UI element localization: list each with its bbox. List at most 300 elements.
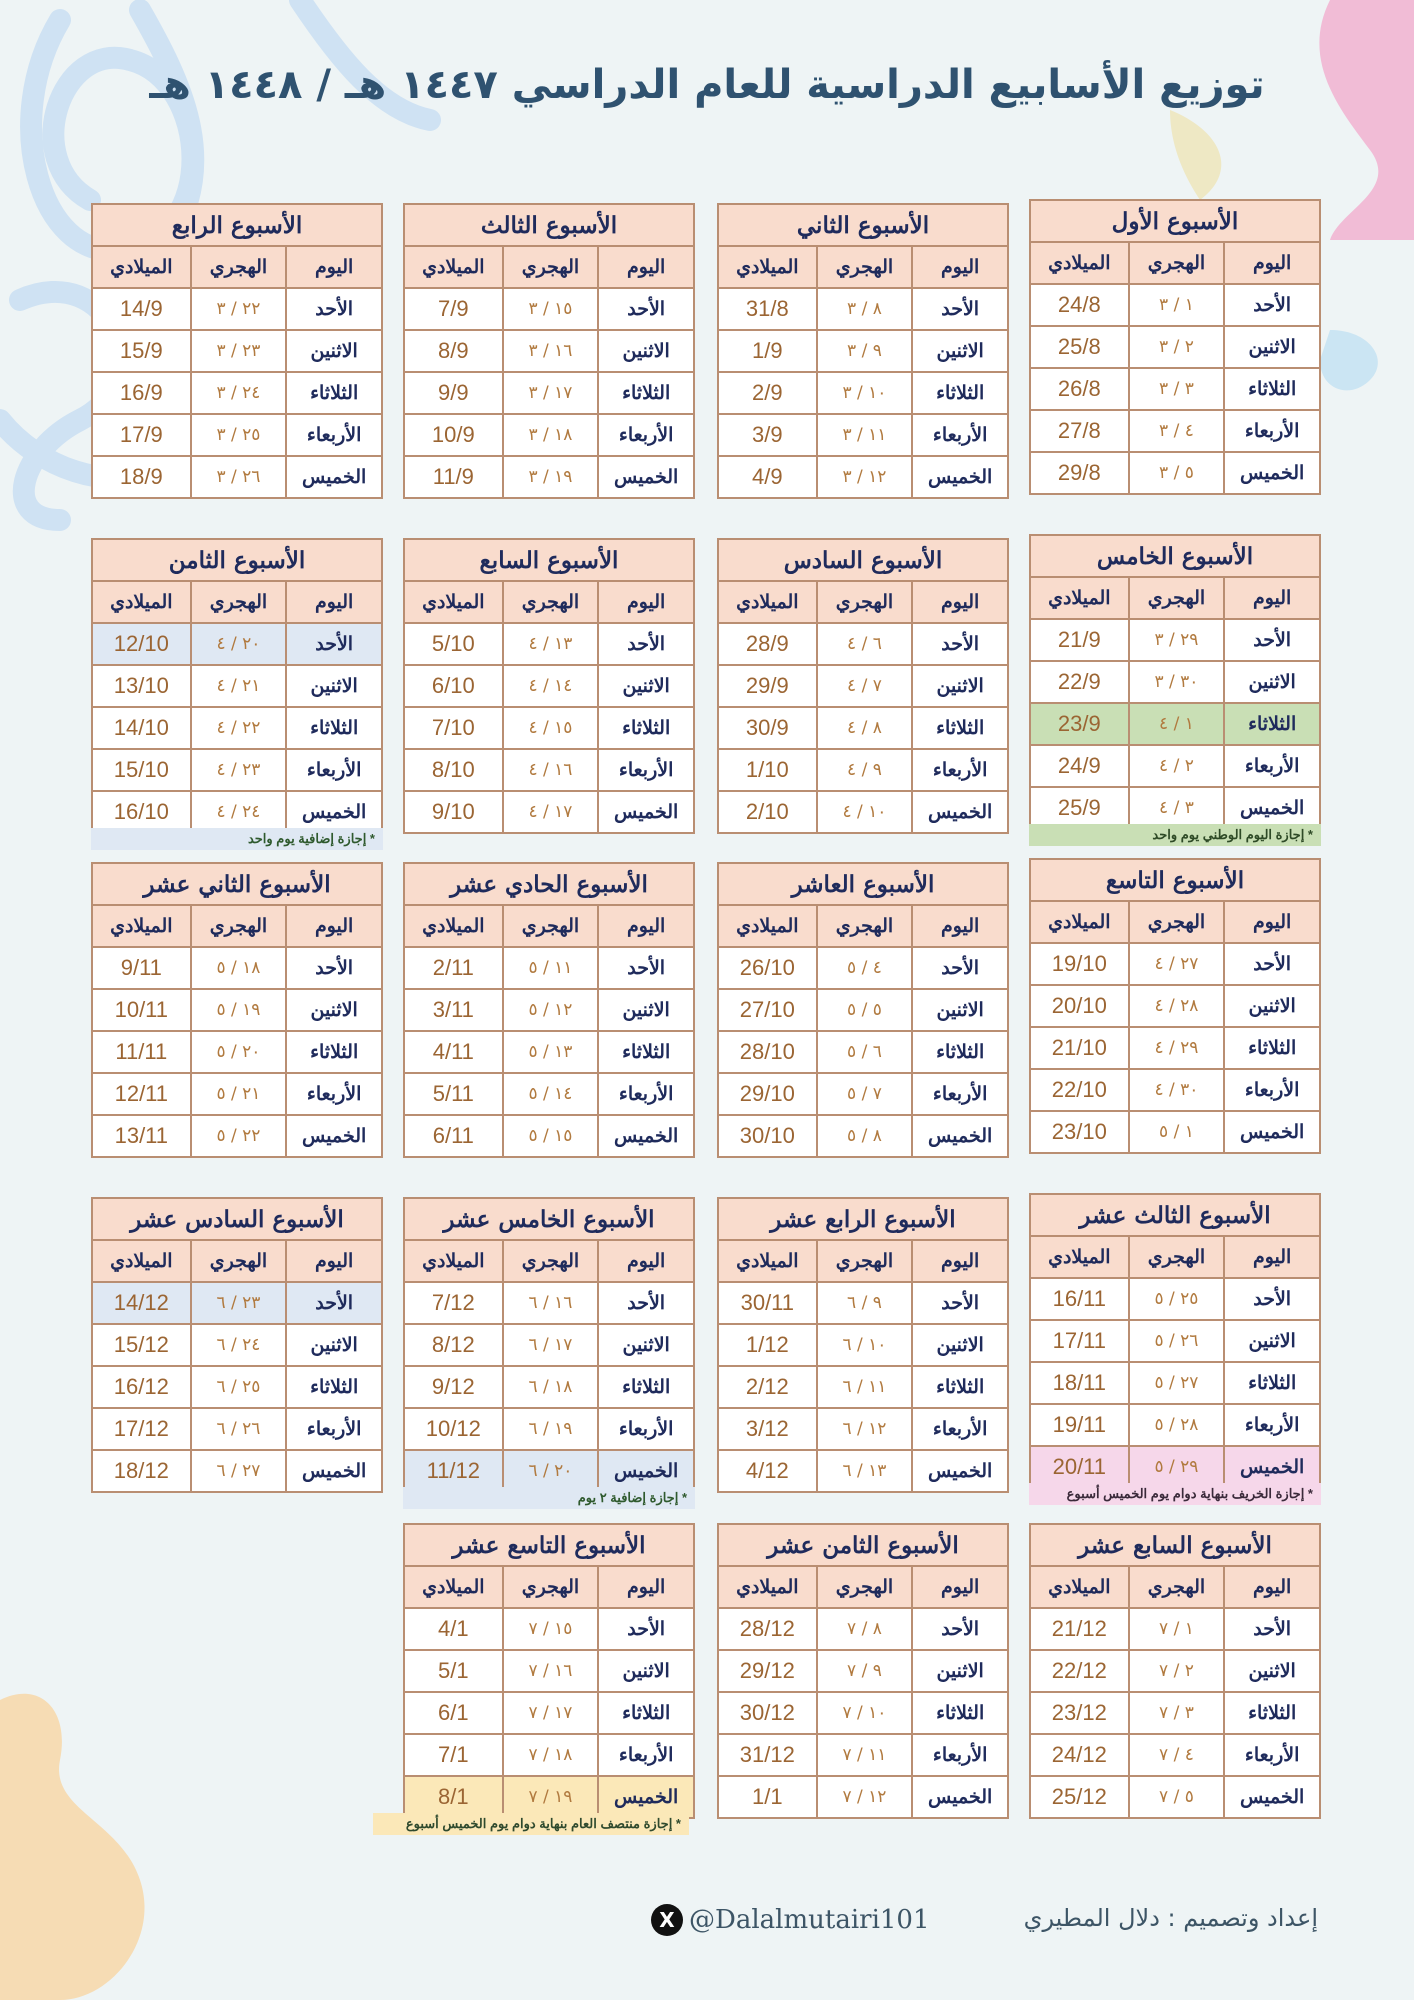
- hijri-date: ١٧ / ٧: [503, 1692, 599, 1734]
- day-row: [718, 456, 1008, 498]
- day-row: [404, 1073, 694, 1115]
- day-row: [404, 1650, 694, 1692]
- gregorian-date: 1/10: [718, 749, 817, 791]
- gregorian-date: 23/10: [1030, 1111, 1129, 1153]
- week-schedule: [91, 203, 383, 499]
- hijri-date: ١٨ / ٣: [503, 414, 599, 456]
- column-header-gregorian: الميلادي: [92, 246, 191, 288]
- gregorian-date: 13/11: [92, 1115, 191, 1157]
- day-name: الأحد: [1224, 284, 1320, 326]
- hijri-date: ٥ / ٥: [817, 989, 913, 1031]
- day-name: الاثنين: [912, 1324, 1008, 1366]
- gregorian-date: 26/10: [718, 947, 817, 989]
- column-header-day: اليوم: [598, 246, 694, 288]
- gregorian-date: 14/9: [92, 288, 191, 330]
- day-name: الاثنين: [598, 330, 694, 372]
- day-row: [718, 1282, 1008, 1324]
- day-name: الخميس: [1224, 1446, 1320, 1488]
- day-row: [718, 989, 1008, 1031]
- day-row: [404, 1734, 694, 1776]
- day-name: الخميس: [598, 1450, 694, 1492]
- hijri-date: ١٢ / ٦: [817, 1408, 913, 1450]
- day-name: الثلاثاء: [1224, 1692, 1320, 1734]
- day-name: الأحد: [912, 947, 1008, 989]
- hijri-date: ١٧ / ٦: [503, 1324, 599, 1366]
- hijri-date: ٨ / ٥: [817, 1115, 913, 1157]
- gregorian-date: 16/11: [1030, 1278, 1129, 1320]
- hijri-date: ١٠ / ٧: [817, 1692, 913, 1734]
- day-name: الخميس: [912, 1776, 1008, 1818]
- day-row: [718, 1650, 1008, 1692]
- week-title: الأسبوع الثامن عشر: [718, 1524, 1008, 1566]
- day-row: [92, 707, 382, 749]
- week-table: [1029, 1523, 1321, 1819]
- gregorian-date: 3/12: [718, 1408, 817, 1450]
- holiday-note: * إجازة الخريف بنهاية دوام يوم الخميس أسبوع: [1029, 1483, 1321, 1505]
- day-name: الأربعاء: [598, 414, 694, 456]
- day-name: الأربعاء: [1224, 1734, 1320, 1776]
- week-table: [717, 862, 1009, 1158]
- hijri-date: ٢٤ / ٦: [191, 1324, 287, 1366]
- day-name: الاثنين: [598, 1650, 694, 1692]
- gregorian-date: 20/11: [1030, 1446, 1129, 1488]
- day-row: [718, 1031, 1008, 1073]
- day-row: [1030, 410, 1320, 452]
- gregorian-date: 10/12: [404, 1408, 503, 1450]
- column-header-gregorian: الميلادي: [404, 1240, 503, 1282]
- day-name: الأحد: [286, 288, 382, 330]
- week-table: [403, 1197, 695, 1493]
- gregorian-date: 30/10: [718, 1115, 817, 1157]
- gregorian-date: 15/9: [92, 330, 191, 372]
- day-row: [92, 372, 382, 414]
- gregorian-date: 12/10: [92, 623, 191, 665]
- day-name: الثلاثاء: [912, 1692, 1008, 1734]
- column-header-day: اليوم: [1224, 242, 1320, 284]
- column-header-gregorian: الميلادي: [1030, 577, 1129, 619]
- day-row: [1030, 1404, 1320, 1446]
- gregorian-date: 8/9: [404, 330, 503, 372]
- gregorian-date: 2/10: [718, 791, 817, 833]
- day-name: الخميس: [912, 1115, 1008, 1157]
- week-table: [91, 538, 383, 834]
- gregorian-date: 14/12: [92, 1282, 191, 1324]
- day-row: [1030, 1650, 1320, 1692]
- column-header-day: اليوم: [1224, 577, 1320, 619]
- column-header-day: اليوم: [286, 246, 382, 288]
- day-row: [92, 1366, 382, 1408]
- column-header-day: اليوم: [912, 1240, 1008, 1282]
- day-name: الأربعاء: [598, 1073, 694, 1115]
- day-row: [404, 1450, 694, 1492]
- day-row: [718, 947, 1008, 989]
- day-name: الأحد: [1224, 1608, 1320, 1650]
- column-header-hijri: الهجري: [817, 1240, 913, 1282]
- hijri-date: ١٦ / ٦: [503, 1282, 599, 1324]
- column-header-hijri: الهجري: [1129, 901, 1225, 943]
- day-name: الخميس: [286, 1115, 382, 1157]
- hijri-date: ٨ / ٣: [817, 288, 913, 330]
- column-header-hijri: الهجري: [817, 581, 913, 623]
- gregorian-date: 9/9: [404, 372, 503, 414]
- day-row: [404, 749, 694, 791]
- day-row: [1030, 1776, 1320, 1818]
- gregorian-date: 28/10: [718, 1031, 817, 1073]
- day-row: [1030, 1734, 1320, 1776]
- week-schedule: [91, 1197, 383, 1493]
- column-header-day: اليوم: [598, 1566, 694, 1608]
- day-row: [92, 1031, 382, 1073]
- hijri-date: ١٥ / ٣: [503, 288, 599, 330]
- column-header-hijri: الهجري: [191, 905, 287, 947]
- day-name: الأربعاء: [1224, 410, 1320, 452]
- day-name: الثلاثاء: [1224, 368, 1320, 410]
- gregorian-date: 9/11: [92, 947, 191, 989]
- hijri-date: ٢٢ / ٥: [191, 1115, 287, 1157]
- gregorian-date: 5/1: [404, 1650, 503, 1692]
- column-header-hijri: الهجري: [503, 581, 599, 623]
- gregorian-date: 8/12: [404, 1324, 503, 1366]
- day-name: الأحد: [286, 1282, 382, 1324]
- column-header-gregorian: الميلادي: [404, 246, 503, 288]
- gregorian-date: 16/12: [92, 1366, 191, 1408]
- week-title: الأسبوع الحادي عشر: [404, 863, 694, 905]
- column-header-gregorian: الميلادي: [92, 905, 191, 947]
- gregorian-date: 6/10: [404, 665, 503, 707]
- day-name: الاثنين: [1224, 985, 1320, 1027]
- day-row: [404, 665, 694, 707]
- week-schedule: [91, 538, 383, 834]
- day-row: [404, 623, 694, 665]
- gregorian-date: 10/9: [404, 414, 503, 456]
- day-row: [404, 1282, 694, 1324]
- week-table: [1029, 199, 1321, 495]
- day-name: الاثنين: [598, 989, 694, 1031]
- day-name: الاثنين: [1224, 661, 1320, 703]
- week-schedule: [91, 862, 383, 1158]
- gregorian-date: 23/9: [1030, 703, 1129, 745]
- day-name: الثلاثاء: [286, 707, 382, 749]
- hijri-date: ٣ / ٤: [1129, 787, 1225, 829]
- column-header-gregorian: الميلادي: [1030, 901, 1129, 943]
- week-title: الأسبوع الرابع: [92, 204, 382, 246]
- column-header-hijri: الهجري: [817, 905, 913, 947]
- gregorian-date: 15/12: [92, 1324, 191, 1366]
- day-name: الخميس: [912, 791, 1008, 833]
- gregorian-date: 30/11: [718, 1282, 817, 1324]
- day-name: الخميس: [1224, 787, 1320, 829]
- week-table: [91, 203, 383, 499]
- hijri-date: ٢٩ / ٥: [1129, 1446, 1225, 1488]
- social-handle[interactable]: [651, 1904, 930, 1936]
- gregorian-date: 19/10: [1030, 943, 1129, 985]
- hijri-date: ١٨ / ٦: [503, 1366, 599, 1408]
- gregorian-date: 1/1: [718, 1776, 817, 1818]
- day-row: [1030, 1069, 1320, 1111]
- hijri-date: ١٠ / ٤: [817, 791, 913, 833]
- hijri-date: ١١ / ٣: [817, 414, 913, 456]
- hijri-date: ١٠ / ٣: [817, 372, 913, 414]
- week-table: [403, 862, 695, 1158]
- column-header-gregorian: الميلادي: [404, 1566, 503, 1608]
- column-header-gregorian: الميلادي: [1030, 242, 1129, 284]
- day-name: الاثنين: [286, 989, 382, 1031]
- day-name: الأحد: [912, 623, 1008, 665]
- day-name: الثلاثاء: [598, 1031, 694, 1073]
- day-row: [404, 791, 694, 833]
- gregorian-date: 18/11: [1030, 1362, 1129, 1404]
- column-header-hijri: الهجري: [191, 581, 287, 623]
- gregorian-date: 23/12: [1030, 1692, 1129, 1734]
- hijri-date: ٢٥ / ٥: [1129, 1278, 1225, 1320]
- day-row: [404, 1608, 694, 1650]
- day-name: الأربعاء: [286, 749, 382, 791]
- gregorian-date: 7/12: [404, 1282, 503, 1324]
- day-name: الأحد: [912, 288, 1008, 330]
- hijri-date: ٢ / ٤: [1129, 745, 1225, 787]
- hijri-date: ٢٠ / ٥: [191, 1031, 287, 1073]
- hijri-date: ٢٤ / ٤: [191, 791, 287, 833]
- hijri-date: ٧ / ٥: [817, 1073, 913, 1115]
- day-name: الأربعاء: [912, 1408, 1008, 1450]
- day-row: [718, 1734, 1008, 1776]
- hijri-date: ١٣ / ٦: [817, 1450, 913, 1492]
- day-name: الأحد: [598, 947, 694, 989]
- day-row: [718, 1450, 1008, 1492]
- day-row: [92, 1282, 382, 1324]
- gregorian-date: 29/8: [1030, 452, 1129, 494]
- day-name: الأحد: [1224, 1278, 1320, 1320]
- column-header-day: اليوم: [912, 1566, 1008, 1608]
- week-table: [91, 1197, 383, 1493]
- day-name: الثلاثاء: [912, 1031, 1008, 1073]
- column-header-hijri: الهجري: [817, 246, 913, 288]
- day-row: [92, 791, 382, 833]
- week-title: الأسبوع السادس: [718, 539, 1008, 581]
- day-row: [718, 1366, 1008, 1408]
- hijri-date: ٣ / ٧: [1129, 1692, 1225, 1734]
- day-row: [404, 1324, 694, 1366]
- day-row: [92, 330, 382, 372]
- week-schedule: [1029, 534, 1321, 830]
- hijri-date: ٤ / ٥: [817, 947, 913, 989]
- gregorian-date: 4/12: [718, 1450, 817, 1492]
- day-row: [1030, 1608, 1320, 1650]
- gregorian-date: 27/10: [718, 989, 817, 1031]
- day-row: [92, 623, 382, 665]
- holiday-note: * إجازة إضافية يوم واحد: [91, 828, 383, 850]
- day-row: [718, 623, 1008, 665]
- week-schedule: [717, 862, 1009, 1158]
- day-name: الأربعاء: [1224, 745, 1320, 787]
- day-row: [404, 1031, 694, 1073]
- hijri-date: ١٣ / ٤: [503, 623, 599, 665]
- week-title: الأسبوع الخامس: [1030, 535, 1320, 577]
- day-name: الأحد: [598, 288, 694, 330]
- column-header-hijri: الهجري: [1129, 1236, 1225, 1278]
- hijri-date: ٩ / ٧: [817, 1650, 913, 1692]
- column-header-gregorian: الميلادي: [718, 905, 817, 947]
- week-schedule: [717, 538, 1009, 834]
- hijri-date: ٩ / ٤: [817, 749, 913, 791]
- day-row: [404, 372, 694, 414]
- week-title: الأسبوع الثاني: [718, 204, 1008, 246]
- day-row: [718, 288, 1008, 330]
- gregorian-date: 16/9: [92, 372, 191, 414]
- day-row: [718, 330, 1008, 372]
- hijri-date: ٥ / ٧: [1129, 1776, 1225, 1818]
- gregorian-date: 7/10: [404, 707, 503, 749]
- hijri-date: ٣٠ / ٤: [1129, 1069, 1225, 1111]
- column-header-day: اليوم: [286, 581, 382, 623]
- gregorian-date: 14/10: [92, 707, 191, 749]
- day-name: الاثنين: [912, 989, 1008, 1031]
- hijri-date: ٣ / ٣: [1129, 368, 1225, 410]
- gregorian-date: 19/11: [1030, 1404, 1129, 1446]
- hijri-date: ٢٦ / ٣: [191, 456, 287, 498]
- hijri-date: ١٦ / ٤: [503, 749, 599, 791]
- gregorian-date: 4/9: [718, 456, 817, 498]
- hijri-date: ٢٨ / ٥: [1129, 1404, 1225, 1446]
- gregorian-date: 24/9: [1030, 745, 1129, 787]
- day-name: الاثنين: [912, 1650, 1008, 1692]
- gregorian-date: 7/9: [404, 288, 503, 330]
- gregorian-date: 3/9: [718, 414, 817, 456]
- gregorian-date: 2/12: [718, 1366, 817, 1408]
- column-header-gregorian: الميلادي: [718, 581, 817, 623]
- column-header-day: اليوم: [912, 581, 1008, 623]
- gregorian-date: 25/8: [1030, 326, 1129, 368]
- hijri-date: ١٥ / ٤: [503, 707, 599, 749]
- hijri-date: ١٨ / ٥: [191, 947, 287, 989]
- holiday-note: * إجازة إضافية ٢ يوم: [403, 1487, 695, 1509]
- day-row: [92, 665, 382, 707]
- day-name: الثلاثاء: [1224, 1027, 1320, 1069]
- hijri-date: ٨ / ٧: [817, 1608, 913, 1650]
- gregorian-date: 18/9: [92, 456, 191, 498]
- hijri-date: ٢٣ / ٦: [191, 1282, 287, 1324]
- hijri-date: ١ / ٤: [1129, 703, 1225, 745]
- hijri-date: ٩ / ٦: [817, 1282, 913, 1324]
- hijri-date: ١٨ / ٧: [503, 1734, 599, 1776]
- hijri-date: ٢١ / ٥: [191, 1073, 287, 1115]
- day-row: [404, 989, 694, 1031]
- column-header-gregorian: الميلادي: [92, 581, 191, 623]
- day-row: [92, 1073, 382, 1115]
- week-schedule: [403, 538, 695, 834]
- week-table: [717, 203, 1009, 499]
- day-row: [1030, 1278, 1320, 1320]
- gregorian-date: 4/11: [404, 1031, 503, 1073]
- gregorian-date: 10/11: [92, 989, 191, 1031]
- day-row: [718, 1073, 1008, 1115]
- day-row: [1030, 703, 1320, 745]
- gregorian-date: 7/1: [404, 1734, 503, 1776]
- day-name: الأحد: [598, 1282, 694, 1324]
- day-name: الثلاثاء: [598, 1692, 694, 1734]
- week-title: الأسبوع التاسع: [1030, 859, 1320, 901]
- hijri-date: ١٤ / ٥: [503, 1073, 599, 1115]
- day-row: [1030, 1692, 1320, 1734]
- day-name: الاثنين: [286, 1324, 382, 1366]
- day-row: [718, 1324, 1008, 1366]
- day-name: الثلاثاء: [286, 1366, 382, 1408]
- column-header-day: اليوم: [286, 1240, 382, 1282]
- day-row: [404, 414, 694, 456]
- day-row: [404, 1692, 694, 1734]
- column-header-hijri: الهجري: [503, 1240, 599, 1282]
- week-title: الأسبوع العاشر: [718, 863, 1008, 905]
- day-name: الخميس: [286, 456, 382, 498]
- gregorian-date: 6/1: [404, 1692, 503, 1734]
- gregorian-date: 26/8: [1030, 368, 1129, 410]
- day-row: [92, 989, 382, 1031]
- gregorian-date: 21/10: [1030, 1027, 1129, 1069]
- hijri-date: ٢١ / ٤: [191, 665, 287, 707]
- holiday-note: * إجازة منتصف العام بنهاية دوام يوم الخميس أسبوع: [373, 1813, 689, 1835]
- column-header-day: اليوم: [286, 905, 382, 947]
- week-title: الأسبوع الثالث: [404, 204, 694, 246]
- day-row: [1030, 1446, 1320, 1488]
- hijri-date: ٢٩ / ٣: [1129, 619, 1225, 661]
- hijri-date: ٤ / ٣: [1129, 410, 1225, 452]
- column-header-hijri: الهجري: [503, 905, 599, 947]
- gregorian-date: 30/12: [718, 1692, 817, 1734]
- gregorian-date: 17/11: [1030, 1320, 1129, 1362]
- week-schedule: [403, 1523, 695, 1819]
- gregorian-date: 5/10: [404, 623, 503, 665]
- day-name: الأربعاء: [912, 1734, 1008, 1776]
- day-row: [92, 414, 382, 456]
- day-name: الأربعاء: [912, 1073, 1008, 1115]
- gregorian-date: 11/12: [404, 1450, 503, 1492]
- hijri-date: ١٠ / ٦: [817, 1324, 913, 1366]
- hijri-date: ٢٠ / ٦: [503, 1450, 599, 1492]
- handle-text: @Dalalmutairi101: [689, 1905, 930, 1935]
- hijri-date: ٩ / ٣: [817, 330, 913, 372]
- holiday-note: * إجازة اليوم الوطني يوم واحد: [1029, 824, 1321, 846]
- hijri-date: ٢٦ / ٥: [1129, 1320, 1225, 1362]
- hijri-date: ٢٢ / ٣: [191, 288, 287, 330]
- day-row: [1030, 1111, 1320, 1153]
- gregorian-date: 31/8: [718, 288, 817, 330]
- day-row: [404, 1408, 694, 1450]
- gregorian-date: 24/8: [1030, 284, 1129, 326]
- hijri-date: ١١ / ٦: [817, 1366, 913, 1408]
- week-title: الأسبوع السادس عشر: [92, 1198, 382, 1240]
- week-schedule: [403, 1197, 695, 1493]
- day-row: [1030, 326, 1320, 368]
- hijri-date: ٢٧ / ٦: [191, 1450, 287, 1492]
- week-schedule: [717, 1523, 1009, 1819]
- day-row: [718, 372, 1008, 414]
- day-name: الأحد: [598, 623, 694, 665]
- day-name: الاثنين: [286, 330, 382, 372]
- column-header-day: اليوم: [1224, 1236, 1320, 1278]
- gregorian-date: 31/12: [718, 1734, 817, 1776]
- hijri-date: ١٦ / ٣: [503, 330, 599, 372]
- gregorian-date: 25/9: [1030, 787, 1129, 829]
- gregorian-date: 21/12: [1030, 1608, 1129, 1650]
- column-header-day: اليوم: [598, 905, 694, 947]
- hijri-date: ١ / ٧: [1129, 1608, 1225, 1650]
- day-name: الاثنين: [912, 330, 1008, 372]
- hijri-date: ٢٤ / ٣: [191, 372, 287, 414]
- hijri-date: ٢٠ / ٤: [191, 623, 287, 665]
- hijri-date: ١٧ / ٤: [503, 791, 599, 833]
- hijri-date: ١٦ / ٧: [503, 1650, 599, 1692]
- day-name: الخميس: [598, 1776, 694, 1818]
